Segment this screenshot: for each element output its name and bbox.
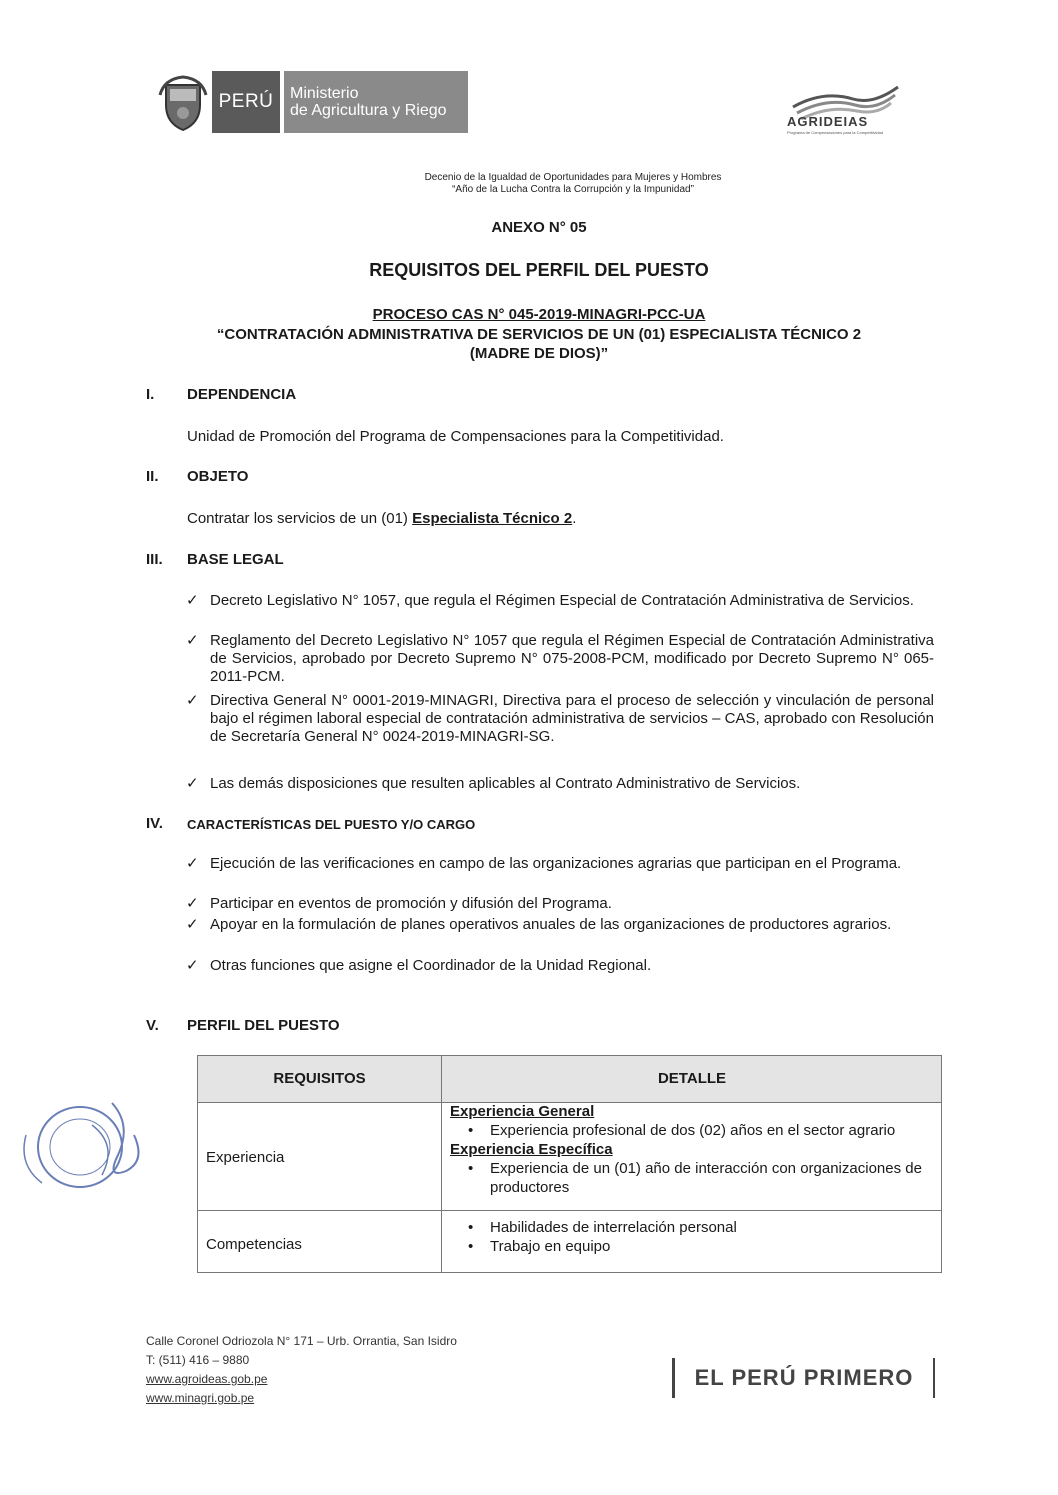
experiencia-detail [450, 1102, 938, 1197]
process-title: PROCESO CAS N° 045-2019-MINAGRI-PCC-UA [372, 306, 706, 323]
official-stamp-icon [22, 1095, 162, 1195]
peru-coat-of-arms-icon [158, 75, 208, 133]
checkmark-icon: ✓ [186, 692, 199, 709]
experiencia-general-heading: Experiencia General [450, 1103, 595, 1120]
profile-table [197, 1055, 942, 1273]
list-item: ✓ Otras funciones que asigne el Coordinador de la Unidad Regional. [186, 957, 652, 974]
list-item: ✓ Ejecución de las verificaciones en campo de las organizaciones agrarias que participan en el Programa. [186, 855, 902, 872]
row-label-experiencia: Experiencia [206, 1149, 285, 1166]
footer-phone: T: (511) 416 – 9880 [146, 1353, 250, 1367]
footer-address: Calle Coronel Odriozola N° 171 – Urb. Orrantia, San Isidro [146, 1334, 457, 1348]
section-number: III. [146, 551, 163, 568]
section-title-dependencia: DEPENDENCIA [187, 386, 297, 403]
list-item: ✓ Decreto Legislativo N° 1057, que regula el Régimen Especial de Contratación Administrativa de Servicios. [186, 592, 914, 609]
annex-title: ANEXO N° 05 [491, 219, 587, 236]
checkmark-icon: ✓ [186, 775, 199, 792]
list-item: • Trabajo en equipo [468, 1238, 611, 1255]
objeto-text: Contratar los servicios de un (01) Especialista Técnico 2. [187, 510, 577, 527]
section-title-caracteristicas: CARACTERÍSTICAS DEL PUESTO Y/O CARGO [187, 817, 476, 832]
decenio-line2: “Año de la Lucha Contra la Corrupción y la Impunidad” [452, 184, 694, 195]
decenio-line1: Decenio de la Igualdad de Oportunidades para Mujeres y Hombres [424, 172, 722, 183]
page-title: REQUISITOS DEL PERFIL DEL PUESTO [369, 260, 709, 280]
checkmark-icon: ✓ [186, 855, 199, 872]
section-number: II. [146, 468, 159, 485]
list-item: ✓ Apoyar en la formulación de planes operativos anuales de las organizaciones de productores agrarios. [186, 916, 892, 933]
footer-web1[interactable]: www.agroideas.gob.pe [146, 1372, 268, 1386]
list-item: ✓ Participar en eventos de promoción y difusión del Programa. [186, 895, 612, 912]
list-item: ✓ Directiva General N° 0001-2019-MINAGRI, Directiva para el proceso de selección y vinculación de personal bajo el régimen laboral especial de contratación administrativa de servicios – CAS, aprobado con Resolución de Secretaría General N° 0024-2019-MINAGRI-SG. [186, 692, 934, 745]
checkmark-icon: ✓ [186, 957, 199, 974]
column-header-detalle: DETALLE [657, 1070, 727, 1087]
footer-web2[interactable]: www.minagri.gob.pe [146, 1391, 255, 1405]
column-header-requisitos: REQUISITOS [273, 1070, 366, 1087]
ministry-line2: de Agricultura y Riego [290, 102, 447, 119]
section-number: I. [146, 386, 155, 403]
slogan: EL PERÚ PRIMERO [672, 1358, 935, 1398]
objeto-position: Especialista Técnico 2 [412, 510, 573, 527]
list-item: • Habilidades de interrelación personal [468, 1219, 737, 1236]
section-title-objeto: OBJETO [187, 468, 249, 485]
subtitle-line1: “CONTRATACIÓN ADMINISTRATIVA DE SERVICIOS DE UN (01) ESPECIALISTA TÉCNICO 2 [216, 326, 862, 343]
peru-label: PERÚ [212, 71, 280, 133]
list-item: • Experiencia profesional de dos (02) años en el sector agrario [468, 1122, 896, 1139]
list-item: • Experiencia de un (01) año de interacción con organizaciones de productores [468, 1160, 922, 1196]
subtitle-line2: (MADRE DE DIOS)” [469, 345, 609, 362]
agrideias-name: AGRIDEIAS [787, 114, 869, 129]
competencias-detail [450, 1218, 938, 1256]
section-title-base-legal: BASE LEGAL [187, 551, 284, 568]
section-title-perfil: PERFIL DEL PUESTO [187, 1017, 340, 1034]
section-number: V. [146, 1017, 159, 1034]
list-item: ✓ Las demás disposiciones que resulten aplicables al Contrato Administrativo de Servicios. [186, 775, 801, 792]
agrideias-tagline: Programa de Compensaciones para la Competitividad [787, 130, 884, 135]
checkmark-icon: ✓ [186, 632, 199, 649]
row-label-competencias: Competencias [206, 1236, 302, 1253]
ministry-label [284, 71, 468, 133]
section-number: IV. [146, 815, 163, 832]
dependencia-text: Unidad de Promoción del Programa de Compensaciones para la Competitividad. [187, 428, 724, 445]
checkmark-icon: ✓ [186, 916, 199, 933]
list-item: ✓ Reglamento del Decreto Legislativo N° 1057 que regula el Régimen Especial de Contratación Administrativa de Servicios, aprobado por Decreto Supremo N° 075-2008-PCM, modificado por Decreto Supremo N° 065-2011-PCM. [186, 632, 934, 685]
ministry-line1: Ministerio [290, 85, 359, 102]
experiencia-especifica-heading: Experiencia Específica [450, 1141, 613, 1158]
checkmark-icon: ✓ [186, 895, 199, 912]
checkmark-icon: ✓ [186, 592, 199, 609]
